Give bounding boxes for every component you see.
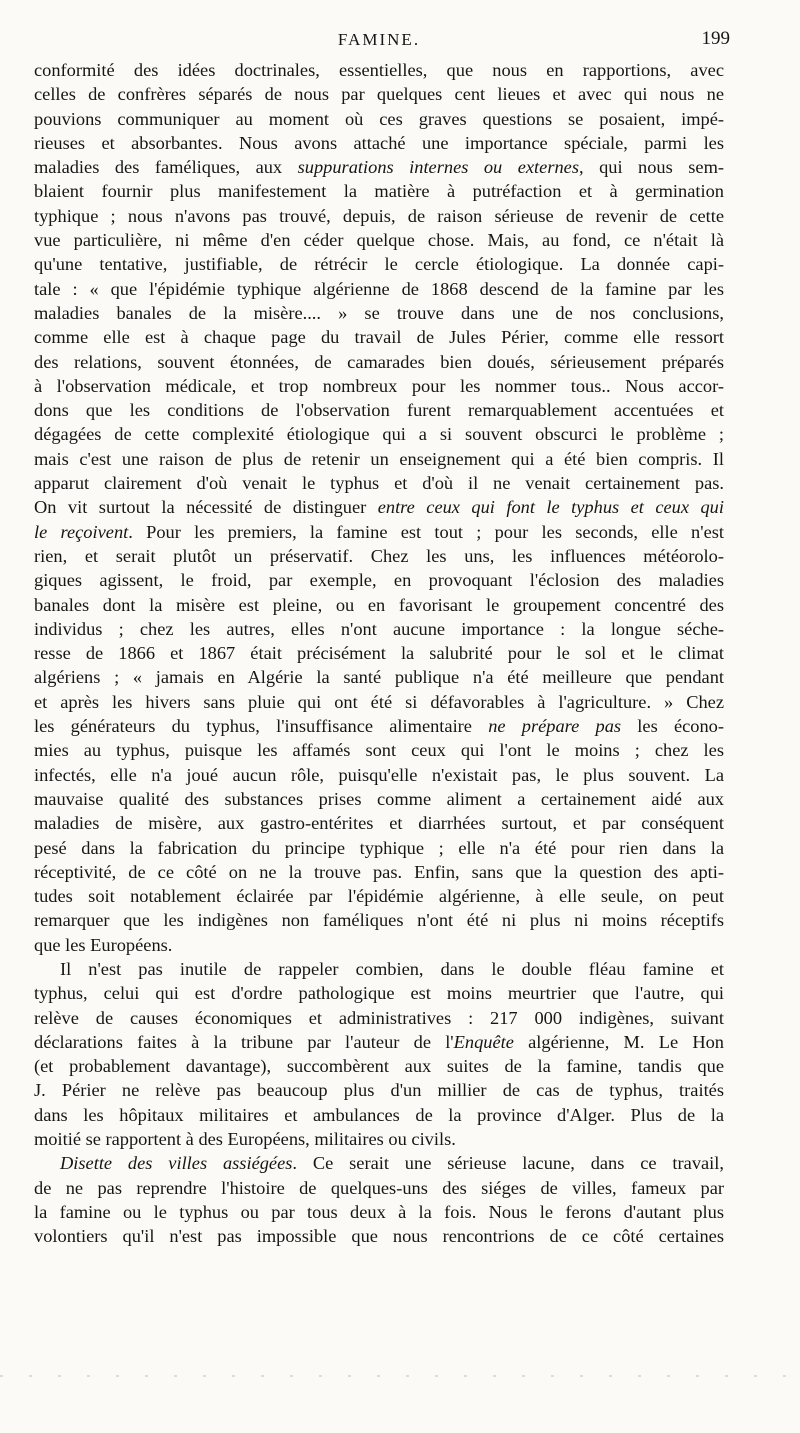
text-run: . Pour les premiers, la famine est tout ; pour les seconds, elle n'est [128,521,724,542]
scan-artifact-divider [0,1375,800,1377]
text-line: banales dont la misère est pleine, ou en favorisant le groupement concentré des [34,594,724,615]
text-line: que les Européens. [34,934,173,955]
text-line: remarquer que les indigènes non faméliques n'ont été ni plus ni moins réceptifs [34,910,724,931]
paragraph [34,1151,724,1248]
text-run: algérienne, M. Le Hon [513,1031,724,1052]
text-line: blaient fournir plus manifestement la matière à putréfaction et à germination [34,181,724,202]
text-line: infectés, elle n'a joué aucun rôle, puisqu'elle n'existait pas, le plus souvent. La [34,764,724,785]
section-heading: Disette des villes assiégées [60,1153,293,1174]
page-header [34,26,730,54]
text-line: réceptivité, de ce côté on ne la trouve pas. Enfin, sans que la question des apti- [34,861,724,882]
text-line: resse de 1866 et 1867 était précisément la salubrité pour le sol et le climat [34,643,724,664]
page-number: 199 [701,28,730,49]
text-line: mies au typhus, puisque les affamés sont ceux qui l'ont le moins ; chez les [34,740,724,761]
text-line: tudes soit notablement éclairée par l'épidémie algérienne, à elle seule, on peut [34,886,724,907]
text-line [34,495,724,519]
italic-term: le reçoivent [34,521,129,542]
text-line [34,520,724,544]
text-line: rien, et serait plutôt un préservatif. Chez les uns, les influences météorolo- [34,545,724,566]
text-line: J. Périer ne relève pas beaucoup plus d'un millier de cas de typhus, traités [34,1080,724,1101]
text-line: et après les hivers sans pluie qui ont été si défavorables à l'agriculture. » Chez [34,691,724,712]
text-line: volontiers qu'il n'est pas impossible que nous rencontrions de ce côté certaines [34,1226,724,1247]
text-line: pouvions communiquer au moment où ces graves questions se posaient, impé- [34,108,724,129]
text-line: la famine ou le typhus ou par tous deux à la fois. Nous le ferons d'autant plus [34,1201,724,1222]
paragraph [34,957,724,1151]
italic-term: suppurations internes ou externes [297,157,579,178]
text-line: dégagées de cette complexité étiologique qui a si souvent obscurci le problème ; [34,424,724,445]
text-line: conformité des idées doctrinales, essentielles, que nous en rapportions, avec [34,60,724,80]
text-run: les générateurs du typhus, l'insuffisance alimentaire [34,716,489,737]
text-line: maladies banales de la misère.... » se trouve dans une de nos conclusions, [34,302,724,323]
text-line: giques agissent, le froid, par exemple, en provoquant l'éclosion des maladies [34,570,724,591]
text-line: comme elle est à chaque page du travail de Jules Périer, comme elle ressort [34,327,724,348]
text-line: individus ; chez les autres, elles n'ont aucune importance : la longue séche- [34,618,724,639]
text-line: vue particulière, ni même d'en céder quelque chose. Mais, au fond, ce n'était là [34,230,724,251]
text-run: , qui nous sem- [579,157,725,178]
text-line: mauvaise qualité des substances prises comme aliment a certainement aidé aux [34,788,724,809]
text-line: typhique ; nous n'avons pas trouvé, depuis, de raison sérieuse de revenir de cette [34,205,724,226]
text-line: qu'une tentative, justifiable, de rétrécir le cercle étiologique. La donnée capi- [34,254,724,275]
text-run: On vit surtout la nécessité de distinguer [34,497,378,518]
text-line: mais c'est une raison de plus de retenir un enseignement qui a été bien compris. Il [34,448,724,469]
text-line: relève de causes économiques et administratives : 217 000 indigènes, suivant [34,1007,724,1028]
text-line: (et probablement davantage), succombèrent aux suites de la famine, tandis que [34,1056,724,1077]
text-line: dans les hôpitaux militaires et ambulances de la province d'Alger. Plus de la [34,1104,724,1125]
italic-term: ne prépare pas [488,716,622,737]
text-line: typhus, celui qui est d'ordre pathologique est moins meurtrier que l'autre, qui [34,983,724,1004]
italic-term: entre ceux qui font le typhus et ceux qui [377,497,724,518]
text-line: dons que les conditions de l'observation furent remarquablement accentuées et [34,400,724,421]
italic-term: Enquête [453,1031,514,1052]
text-line [34,714,724,738]
text-line [34,1151,724,1175]
text-line: apparut clairement d'où venait le typhus et d'où il ne venait certainement pas. [34,473,724,494]
text-run: . Ce serait une sérieuse lacune, dans ce travail, [292,1153,724,1174]
text-line: pesé dans la fabrication du principe typhique ; elle n'a été pour rien dans la [34,837,724,858]
text-line: rieuses et absorbantes. Nous avons attaché une importance spéciale, parmi les [34,132,724,153]
text-line: celles de confrères séparés de nous par quelques cent lieues et avec qui nous ne [34,84,724,105]
text-line: maladies de misère, aux gastro-entérites et diarrhées surtout, et par conséquent [34,813,724,834]
text-run: les écono- [621,716,724,737]
text-line: à l'observation médicale, et trop nombreux pour les nommer tous.. Nous accor- [34,375,724,396]
running-title: FAMINE. [337,30,421,49]
text-line: Il n'est pas inutile de rappeler combien, dans le double fléau famine et [60,958,724,979]
paragraph [34,58,724,957]
text-run: maladies des faméliques, aux [34,157,298,178]
text-run: déclarations faites à la tribune par l'auteur de l' [34,1031,454,1052]
text-line: tale : « que l'épidémie typhique algérienne de 1868 descend de la famine par les [34,278,724,299]
body-text [34,58,724,1249]
text-line: de ne pas reprendre l'histoire de quelques-uns des siéges de villes, fameux par [34,1177,724,1198]
text-line [34,155,724,179]
text-line: moitié se rapportent à des Européens, militaires ou civils. [34,1129,456,1150]
text-line: des relations, souvent étonnées, de camarades bien doués, sérieusement préparés [34,351,724,372]
text-line [34,1030,724,1054]
text-line: algériens ; « jamais en Algérie la santé publique n'a été meilleure que pendant [34,667,724,688]
